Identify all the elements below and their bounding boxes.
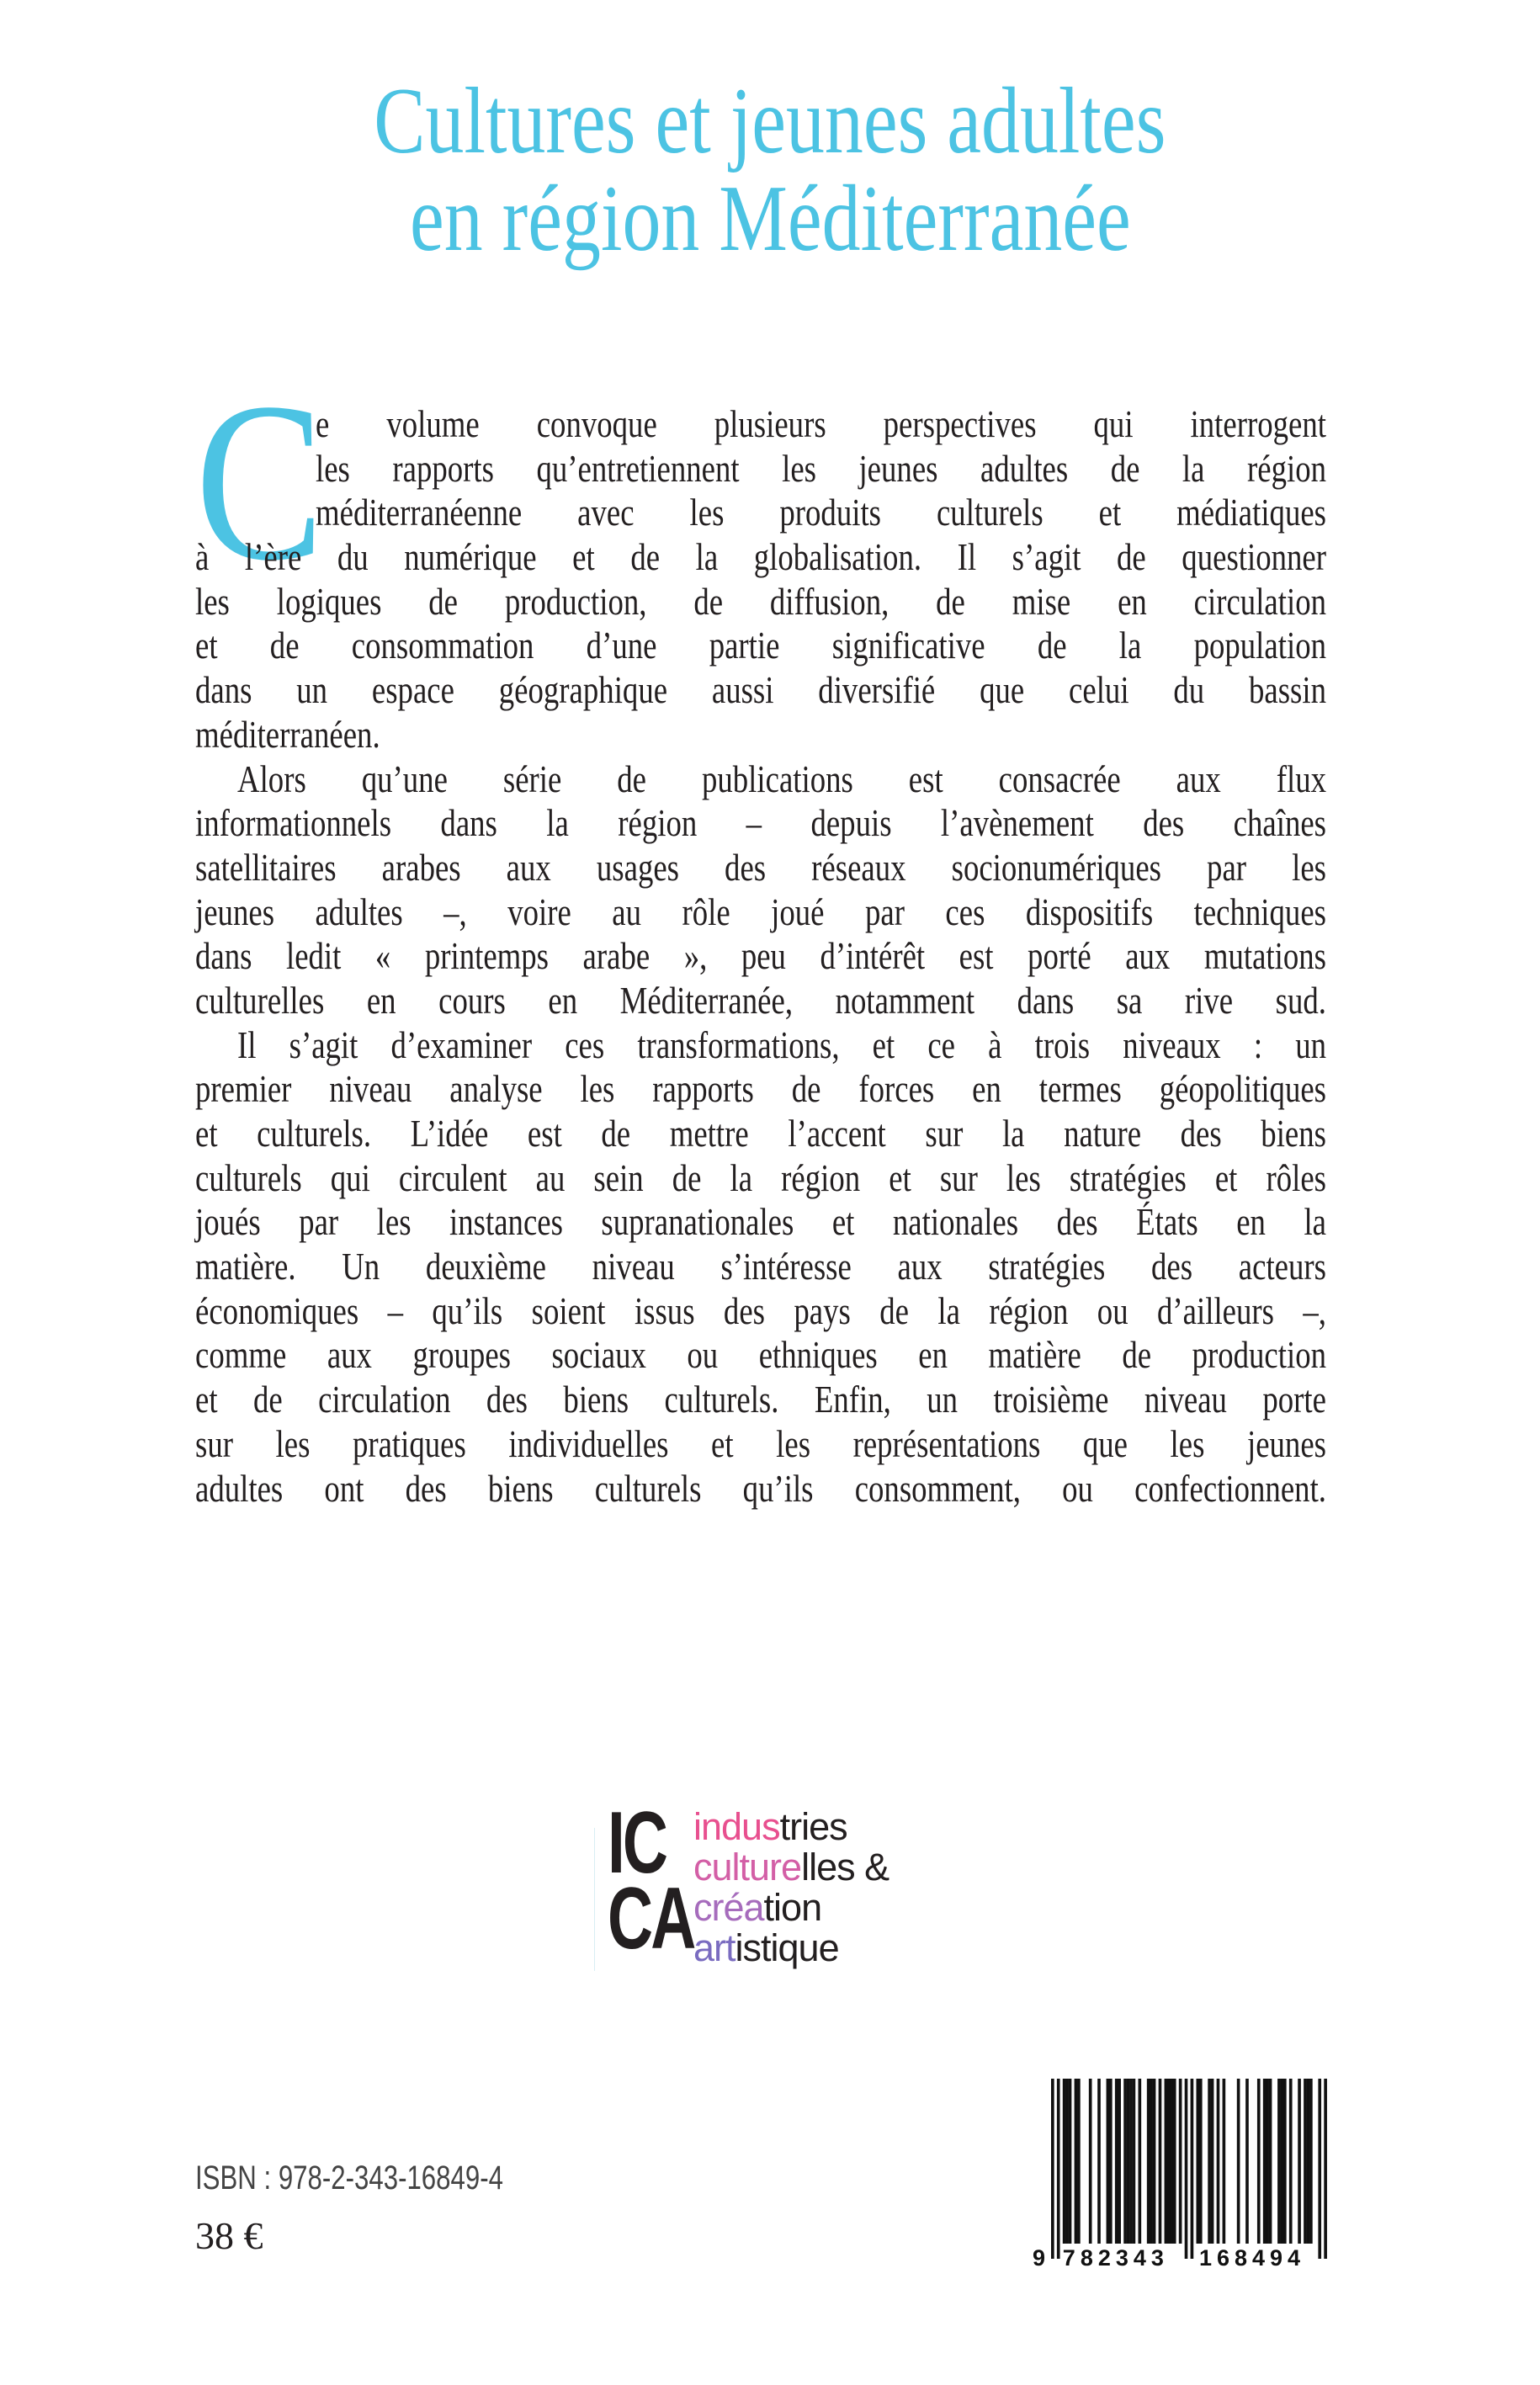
- back-cover-blurb: [195, 402, 1326, 1511]
- blurb-line: [195, 890, 1326, 935]
- title-text: Cultures et jeunes adultes: [374, 69, 1166, 173]
- blurb-line: [195, 447, 1326, 491]
- barcode-bar: [1133, 2079, 1136, 2244]
- blurb-line: [195, 580, 1326, 624]
- barcode-bar: [1139, 2079, 1142, 2244]
- barcode-bar: [1307, 2079, 1310, 2244]
- blurb-line-text: dans un espace géographique aussi diversifié que celui du bassin: [195, 668, 1326, 712]
- barcode-bar: [1069, 2079, 1072, 2244]
- barcode-bar: [1245, 2079, 1249, 2244]
- barcode-bar: [1199, 2079, 1203, 2244]
- barcode-bar: [1185, 2079, 1188, 2259]
- blurb-line: [195, 491, 1326, 535]
- blurb-line: [195, 1245, 1326, 1289]
- logo-word-colored: culture: [693, 1846, 802, 1888]
- icca-series-logo: [594, 1790, 931, 1971]
- isbn-barcode: [1031, 2075, 1330, 2277]
- blurb-line: [195, 624, 1326, 668]
- blurb-line-text: joués par les instances supranationales et nationales des États en la: [195, 1200, 1326, 1244]
- barcode-bar: [1057, 2079, 1060, 2259]
- blurb-line: [195, 979, 1326, 1023]
- blurb-line: [195, 1023, 1326, 1068]
- logo-wordmark: [693, 1807, 889, 1968]
- blurb-line: [195, 934, 1326, 979]
- blurb-line-text: et culturels. L’idée est de mettre l’accent sur la nature des biens: [195, 1112, 1326, 1155]
- book-title-line-2: [0, 167, 1540, 271]
- barcode-bar: [1191, 2079, 1194, 2259]
- barcode-bar: [1107, 2079, 1110, 2244]
- blurb-line-text: satellitaires arabes aux usages des réseaux socionumériques par les: [195, 845, 1326, 889]
- barcode-bar: [1118, 2079, 1121, 2244]
- barcode-bar: [1077, 2079, 1081, 2244]
- blurb-line: [195, 1378, 1326, 1422]
- logo-word-dark: tries: [779, 1805, 847, 1848]
- blurb-line-text: sur les pratiques individuelles et les représentations que les jeunes: [195, 1421, 1326, 1465]
- barcode-bar: [1051, 2079, 1054, 2259]
- barcode-bar: [1324, 2079, 1327, 2259]
- barcode-bar: [1123, 2079, 1127, 2244]
- barcode-bar: [1263, 2079, 1267, 2244]
- logo-mark: [608, 1794, 694, 1968]
- blurb-line: [195, 801, 1326, 846]
- blurb-line-text: méditerranéen.: [195, 712, 380, 756]
- barcode-bar: [1159, 2079, 1162, 2244]
- blurb-line-text: les logiques de production, de diffusion, de mise en circulation: [195, 579, 1326, 623]
- barcode-digit-first: 9: [1033, 2245, 1051, 2271]
- blurb-line-text: Il s’agit d’examiner ces transformations, et ce à trois niveaux : un: [237, 1023, 1326, 1066]
- barcode-bar: [1075, 2079, 1078, 2244]
- logo-word-row: [693, 1807, 889, 1847]
- blurb-line-text: et de circulation des biens culturels. Enfin, un troisième niveau porte: [195, 1378, 1326, 1421]
- barcode-bar: [1266, 2079, 1269, 2244]
- blurb-line-text: les rapports qu’entretiennent les jeunes adultes de la région: [316, 446, 1326, 490]
- barcode-bar: [1217, 2079, 1220, 2244]
- barcode-bar: [1197, 2079, 1200, 2244]
- blurb-line-text: et de consommation d’une partie significative de la population: [195, 624, 1326, 667]
- barcode-bar: [1127, 2079, 1130, 2244]
- title-text: en région Méditerranée: [409, 167, 1131, 271]
- barcode-bar: [1309, 2079, 1313, 2244]
- blurb-line-text: culturels qui circulent au sein de la région et sur les stratégies et rôles: [195, 1155, 1326, 1199]
- barcode-bar: [1173, 2079, 1176, 2244]
- price: 38 €: [195, 2214, 263, 2257]
- blurb-line: [195, 1200, 1326, 1245]
- barcode-bar: [1129, 2079, 1133, 2244]
- blurb-line-text: comme aux groupes sociaux ou ethniques en matière de production: [195, 1333, 1326, 1377]
- logo-word-colored: créa: [693, 1886, 764, 1929]
- book-title-line-1: [0, 69, 1540, 173]
- logo-word-colored: indus: [693, 1805, 780, 1848]
- blurb-line: [195, 846, 1326, 890]
- barcode-bar: [1170, 2079, 1173, 2244]
- blurb-line: [195, 1067, 1326, 1112]
- drop-cap: C: [195, 356, 325, 608]
- barcode-bar: [1097, 2079, 1101, 2244]
- blurb-line: [195, 1112, 1326, 1156]
- blurb-line: [195, 668, 1326, 713]
- barcode-bar: [1115, 2079, 1118, 2244]
- barcode-bar: [1208, 2079, 1211, 2244]
- barcode-bar: [1277, 2079, 1281, 2244]
- barcode-bar: [1109, 2079, 1113, 2244]
- blurb-line-text: adultes ont des biens culturels qu’ils consomment, ou confectionnent.: [195, 1466, 1326, 1510]
- barcode-bar: [1237, 2079, 1240, 2244]
- isbn: ISBN : 978-2-343-16849-4: [195, 2159, 503, 2196]
- barcode-bar: [1318, 2079, 1321, 2259]
- logo-divider: [594, 1828, 595, 1971]
- barcode-digits-left: 782343: [1062, 2245, 1169, 2271]
- barcode-bar: [1283, 2079, 1287, 2244]
- blurb-line-text: jeunes adultes –, voire au rôle joué par ces dispositifs techniques: [195, 890, 1326, 933]
- logo-word-dark: tion: [763, 1886, 822, 1929]
- blurb-line: [195, 1422, 1326, 1467]
- barcode-digits-right: 168494: [1198, 2245, 1306, 2271]
- logo-word-dark: lles &: [801, 1846, 889, 1888]
- barcode-bar: [1147, 2079, 1150, 2244]
- blurb-line: [195, 1289, 1326, 1334]
- barcode-bar: [1063, 2079, 1066, 2244]
- logo-word-row: [693, 1928, 889, 1968]
- barcode-bar: [1269, 2079, 1272, 2244]
- barcode-bar: [1304, 2079, 1307, 2244]
- barcode-bar: [1065, 2079, 1069, 2244]
- blurb-line: [195, 1467, 1326, 1511]
- barcode-bar: [1257, 2079, 1261, 2244]
- barcode-bar: [1150, 2079, 1153, 2244]
- blurb-line: [195, 757, 1326, 802]
- logo-mark-top: IC: [608, 1794, 666, 1892]
- barcode-bar: [1167, 2079, 1171, 2244]
- barcode-bar: [1165, 2079, 1168, 2244]
- blurb-line: [195, 713, 1326, 757]
- logo-mark-bottom: CA: [608, 1870, 694, 1968]
- blurb-line-text: premier niveau analyse les rapports de forces en termes géopolitiques: [195, 1067, 1326, 1111]
- blurb-line-text: matière. Un deuxième niveau s’intéresse aux stratégies des acteurs: [195, 1245, 1326, 1288]
- blurb-line-text: à l’ère du numérique et de la globalisation. Il s’agit de questionner: [195, 535, 1326, 579]
- blurb-line-text: dans ledit « printemps arabe », peu d’intérêt est porté aux mutations: [195, 934, 1326, 978]
- blurb-line-text: méditerranéenne avec les produits culturels et médiatiques: [316, 491, 1326, 534]
- barcode-bar: [1289, 2079, 1293, 2244]
- barcode-bar: [1089, 2079, 1092, 2244]
- blurb-line-text: économiques – qu’ils soient issus des pays de la région ou d’ailleurs –,: [195, 1288, 1326, 1332]
- barcode-bar: [1179, 2079, 1182, 2244]
- barcode-bar: [1223, 2079, 1226, 2244]
- logo-word-dark: istique: [735, 1926, 839, 1969]
- barcode-bar: [1298, 2079, 1301, 2244]
- logo-word-row: [693, 1847, 889, 1888]
- logo-word-row: [693, 1888, 889, 1928]
- logo-word-colored: art: [693, 1926, 735, 1969]
- blurb-line: [195, 1156, 1326, 1201]
- blurb-line-text: culturelles en cours en Méditerranée, notamment dans sa rive sud.: [195, 978, 1326, 1022]
- barcode-bar: [1281, 2079, 1284, 2244]
- blurb-line-text: e volume convoque plusieurs perspectives qui interrogent: [316, 402, 1326, 445]
- blurb-line: [195, 535, 1326, 580]
- barcode-bar: [1211, 2079, 1214, 2244]
- blurb-line: [195, 1333, 1326, 1378]
- blurb-line: [195, 402, 1326, 447]
- barcode-bar: [1153, 2079, 1156, 2244]
- blurb-line-text: informationnels dans la région – depuis l’avènement des chaînes: [195, 801, 1326, 845]
- blurb-line-text: Alors qu’une série de publications est consacrée aux flux: [237, 757, 1326, 800]
